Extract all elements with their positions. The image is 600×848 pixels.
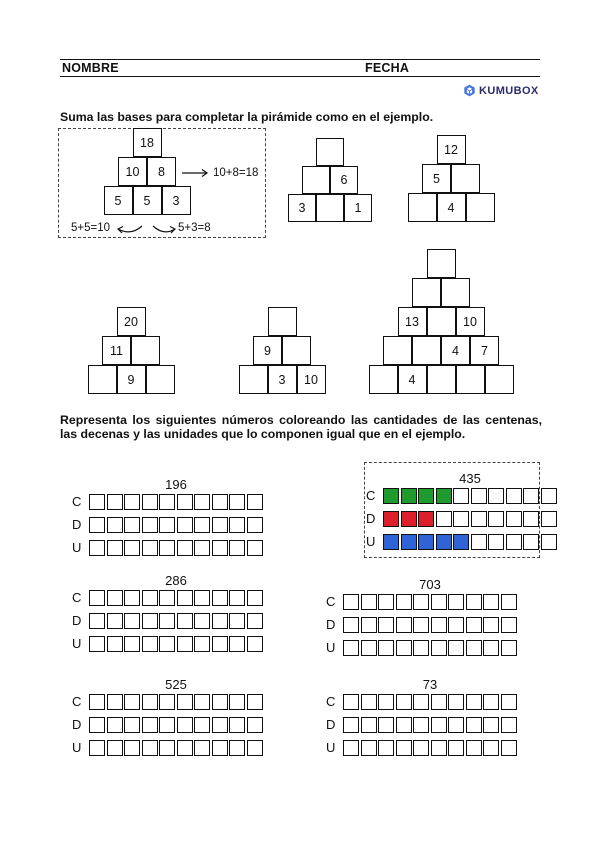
- pyramid-cell: 10: [456, 307, 485, 336]
- grid-cell[interactable]: [378, 717, 394, 733]
- grid-cell: [488, 534, 504, 550]
- grid-cell[interactable]: [247, 517, 263, 533]
- grid-cell[interactable]: [107, 590, 123, 606]
- row-label-hundreds: C: [366, 488, 376, 503]
- grid-cell[interactable]: [448, 640, 464, 656]
- grid-cell[interactable]: [229, 540, 245, 556]
- pyramid-cell[interactable]: [485, 365, 514, 394]
- grid-cell: [506, 511, 522, 527]
- place-value-instruction: Representa los siguientes números coloreando las cantidades de las centenas, las decenas y las unidades que lo componen igual que en el ejemplo.: [60, 413, 542, 441]
- grid-cell[interactable]: [212, 694, 228, 710]
- row-label-hundreds: C: [72, 694, 82, 709]
- row-label-hundreds: C: [72, 590, 82, 605]
- grid-cell[interactable]: [177, 740, 193, 756]
- grid-cell[interactable]: [177, 517, 193, 533]
- pyramid-cell[interactable]: [466, 193, 495, 222]
- grid-cell[interactable]: [413, 717, 429, 733]
- grid-cell[interactable]: [89, 740, 105, 756]
- grid-cell[interactable]: [483, 640, 499, 656]
- grid-cell[interactable]: [229, 717, 245, 733]
- header-bottom-rule: [60, 76, 540, 77]
- grid-cell[interactable]: [177, 694, 193, 710]
- grid-cell[interactable]: [142, 590, 158, 606]
- grid-row: [89, 740, 264, 756]
- grid-cell: [436, 511, 452, 527]
- number-label: 525: [165, 677, 187, 692]
- number-label: 286: [165, 573, 187, 588]
- pyramid-cell: 6: [330, 166, 358, 194]
- grid-cell[interactable]: [124, 636, 140, 652]
- grid-row: [89, 694, 264, 710]
- grid-cell[interactable]: [431, 617, 447, 633]
- pyramid-cell: 9: [253, 336, 282, 365]
- pyramid-cell[interactable]: [451, 164, 480, 193]
- grid-cell: [471, 511, 487, 527]
- pyramid-cell: 9: [117, 365, 146, 394]
- grid-row: [89, 494, 264, 510]
- pyramid-cell[interactable]: [456, 365, 485, 394]
- grid-cell[interactable]: [229, 694, 245, 710]
- grid-cell[interactable]: [378, 594, 394, 610]
- grid-cell[interactable]: [229, 740, 245, 756]
- grid-cell[interactable]: [159, 717, 175, 733]
- grid-cell[interactable]: [124, 540, 140, 556]
- grid-cell[interactable]: [431, 640, 447, 656]
- grid-cell[interactable]: [212, 613, 228, 629]
- example-note-left: 5+5=10: [71, 222, 111, 234]
- grid-cell[interactable]: [483, 594, 499, 610]
- grid-cell[interactable]: [124, 694, 140, 710]
- grid-cell[interactable]: [212, 717, 228, 733]
- example-pyramid-cell: 5: [133, 186, 162, 215]
- grid-row: [89, 636, 264, 652]
- grid-cell[interactable]: [194, 494, 210, 510]
- grid-cell[interactable]: [431, 694, 447, 710]
- grid-cell[interactable]: [361, 717, 377, 733]
- grid-cell[interactable]: [107, 694, 123, 710]
- pyramid-cell[interactable]: [131, 336, 160, 365]
- grid-cell[interactable]: [177, 494, 193, 510]
- grid-cell[interactable]: [212, 636, 228, 652]
- example-note-bottom-right: 5+3=8: [178, 222, 211, 234]
- pyramid-cell[interactable]: [427, 249, 456, 278]
- pyramid-cell[interactable]: [282, 336, 311, 365]
- grid-cell[interactable]: [448, 717, 464, 733]
- grid-cell[interactable]: [247, 494, 263, 510]
- grid-cell[interactable]: [177, 636, 193, 652]
- grid-cell[interactable]: [501, 740, 517, 756]
- grid-cell: [541, 511, 557, 527]
- grid-cell[interactable]: [107, 636, 123, 652]
- pyramid-cell: 3: [288, 194, 316, 222]
- grid-cell[interactable]: [501, 594, 517, 610]
- pyramid-cell[interactable]: [316, 138, 344, 166]
- grid-cell[interactable]: [247, 636, 263, 652]
- grid-cell[interactable]: [483, 717, 499, 733]
- row-label-units: U: [72, 740, 82, 755]
- example-grid-row: [383, 534, 558, 550]
- number-label: 196: [165, 477, 187, 492]
- grid-cell[interactable]: [361, 594, 377, 610]
- grid-row: [89, 590, 264, 606]
- grid-cell[interactable]: [124, 613, 140, 629]
- grid-cell[interactable]: [142, 694, 158, 710]
- grid-cell: [418, 511, 434, 527]
- grid-cell[interactable]: [448, 694, 464, 710]
- example-pyramid-cell: 10: [118, 157, 147, 186]
- row-label-tens: D: [366, 511, 376, 526]
- grid-row: [89, 540, 264, 556]
- pyramid-cell[interactable]: [412, 278, 441, 307]
- grid-cell[interactable]: [159, 494, 175, 510]
- example-grid-row: [383, 488, 558, 504]
- grid-cell[interactable]: [378, 694, 394, 710]
- pyramid-cell[interactable]: [146, 365, 175, 394]
- pyramid-cell: 1: [344, 194, 372, 222]
- grid-cell[interactable]: [361, 694, 377, 710]
- row-label-hundreds: C: [326, 594, 336, 609]
- hexagon-cube-icon: [463, 84, 476, 97]
- grid-cell[interactable]: [229, 494, 245, 510]
- pyramid-cell[interactable]: [268, 307, 297, 336]
- grid-cell[interactable]: [448, 740, 464, 756]
- grid-cell[interactable]: [413, 640, 429, 656]
- grid-cell: [541, 488, 557, 504]
- grid-cell[interactable]: [466, 694, 482, 710]
- grid-cell[interactable]: [194, 636, 210, 652]
- grid-cell[interactable]: [212, 590, 228, 606]
- date-label: FECHA: [365, 61, 410, 75]
- grid-cell: [506, 534, 522, 550]
- grid-cell[interactable]: [89, 590, 105, 606]
- grid-cell[interactable]: [89, 517, 105, 533]
- grid-cell[interactable]: [431, 740, 447, 756]
- grid-cell[interactable]: [229, 517, 245, 533]
- grid-cell[interactable]: [229, 590, 245, 606]
- grid-cell[interactable]: [247, 717, 263, 733]
- grid-cell: [418, 534, 434, 550]
- grid-cell[interactable]: [483, 694, 499, 710]
- grid-row: [89, 717, 264, 733]
- grid-cell[interactable]: [396, 717, 412, 733]
- grid-cell[interactable]: [142, 540, 158, 556]
- pyramid-cell: 13: [398, 307, 427, 336]
- grid-cell[interactable]: [448, 594, 464, 610]
- grid-cell[interactable]: [396, 694, 412, 710]
- example-grid-row: [383, 511, 558, 527]
- grid-cell[interactable]: [448, 617, 464, 633]
- grid-cell: [488, 511, 504, 527]
- grid-cell[interactable]: [247, 613, 263, 629]
- grid-cell[interactable]: [194, 517, 210, 533]
- grid-cell[interactable]: [501, 717, 517, 733]
- pyramid-cell[interactable]: [383, 336, 412, 365]
- grid-cell[interactable]: [177, 613, 193, 629]
- number-label: 703: [419, 577, 441, 592]
- grid-cell[interactable]: [396, 740, 412, 756]
- grid-cell[interactable]: [501, 694, 517, 710]
- grid-cell[interactable]: [378, 740, 394, 756]
- grid-cell[interactable]: [361, 640, 377, 656]
- grid-cell[interactable]: [212, 517, 228, 533]
- grid-cell[interactable]: [124, 517, 140, 533]
- grid-cell[interactable]: [107, 540, 123, 556]
- row-label-hundreds: C: [326, 694, 336, 709]
- grid-cell[interactable]: [378, 617, 394, 633]
- grid-cell[interactable]: [159, 540, 175, 556]
- grid-cell[interactable]: [343, 640, 359, 656]
- grid-cell[interactable]: [501, 617, 517, 633]
- grid-cell[interactable]: [466, 740, 482, 756]
- grid-cell[interactable]: [89, 717, 105, 733]
- grid-cell: [523, 511, 539, 527]
- grid-row: [89, 517, 264, 533]
- grid-cell[interactable]: [89, 694, 105, 710]
- grid-cell[interactable]: [107, 740, 123, 756]
- row-label-units: U: [326, 740, 336, 755]
- grid-cell: [488, 488, 504, 504]
- grid-cell: [506, 488, 522, 504]
- grid-cell[interactable]: [159, 590, 175, 606]
- grid-cell[interactable]: [229, 636, 245, 652]
- grid-cell[interactable]: [343, 617, 359, 633]
- grid-row: [343, 594, 518, 610]
- grid-cell: [471, 488, 487, 504]
- grid-cell: [471, 534, 487, 550]
- grid-cell[interactable]: [159, 517, 175, 533]
- pyramid-cell[interactable]: [441, 278, 470, 307]
- example-pyramid-cell: 8: [147, 157, 176, 186]
- grid-cell[interactable]: [466, 617, 482, 633]
- grid-cell: [453, 511, 469, 527]
- pyramid-cell[interactable]: [88, 365, 117, 394]
- pyramid-cell[interactable]: [316, 194, 344, 222]
- grid-cell[interactable]: [343, 594, 359, 610]
- grid-cell[interactable]: [177, 590, 193, 606]
- number-label: 73: [422, 677, 438, 692]
- grid-cell[interactable]: [431, 594, 447, 610]
- grid-cell[interactable]: [107, 717, 123, 733]
- pyramid-cell: 12: [437, 135, 466, 164]
- row-label-tens: D: [326, 717, 336, 732]
- grid-cell[interactable]: [413, 617, 429, 633]
- example-pyramid-cell: 18: [133, 128, 162, 157]
- grid-cell[interactable]: [194, 740, 210, 756]
- grid-row: [343, 640, 518, 656]
- pyramid-cell[interactable]: [369, 365, 398, 394]
- grid-cell[interactable]: [107, 613, 123, 629]
- grid-cell[interactable]: [177, 540, 193, 556]
- grid-cell[interactable]: [89, 494, 105, 510]
- grid-cell[interactable]: [124, 740, 140, 756]
- grid-cell[interactable]: [142, 517, 158, 533]
- grid-cell[interactable]: [142, 740, 158, 756]
- grid-cell: [418, 488, 434, 504]
- grid-cell[interactable]: [159, 613, 175, 629]
- grid-cell[interactable]: [247, 540, 263, 556]
- grid-cell[interactable]: [142, 494, 158, 510]
- grid-cell[interactable]: [124, 717, 140, 733]
- grid-cell[interactable]: [413, 694, 429, 710]
- grid-cell[interactable]: [229, 613, 245, 629]
- grid-cell[interactable]: [343, 717, 359, 733]
- pyramid-cell: 4: [398, 365, 427, 394]
- grid-cell: [383, 511, 399, 527]
- grid-cell[interactable]: [396, 594, 412, 610]
- grid-cell: [383, 534, 399, 550]
- grid-cell[interactable]: [483, 617, 499, 633]
- grid-cell[interactable]: [142, 636, 158, 652]
- grid-cell[interactable]: [396, 640, 412, 656]
- grid-cell[interactable]: [361, 740, 377, 756]
- grid-cell[interactable]: [194, 717, 210, 733]
- kumubox-logo: [463, 84, 539, 97]
- row-label-tens: D: [326, 617, 336, 632]
- pyramid-cell: 4: [437, 193, 466, 222]
- example-number-label: 435: [459, 471, 481, 486]
- grid-cell[interactable]: [396, 617, 412, 633]
- grid-cell[interactable]: [378, 640, 394, 656]
- logo-text: KUMUBOX: [479, 84, 539, 97]
- pyramid-cell: 7: [470, 336, 499, 365]
- header-top-rule: [60, 59, 540, 60]
- grid-cell[interactable]: [361, 617, 377, 633]
- grid-cell: [453, 488, 469, 504]
- pyramid-cell[interactable]: [239, 365, 268, 394]
- grid-cell: [401, 488, 417, 504]
- grid-row: [343, 694, 518, 710]
- grid-cell[interactable]: [107, 517, 123, 533]
- grid-cell[interactable]: [343, 740, 359, 756]
- row-label-units: U: [72, 540, 82, 555]
- grid-cell[interactable]: [466, 594, 482, 610]
- grid-cell: [383, 488, 399, 504]
- grid-cell: [541, 534, 557, 550]
- row-label-tens: D: [72, 717, 82, 732]
- grid-cell[interactable]: [466, 717, 482, 733]
- pyramid-cell[interactable]: [427, 307, 456, 336]
- grid-row: [343, 717, 518, 733]
- grid-cell: [453, 534, 469, 550]
- grid-cell[interactable]: [159, 694, 175, 710]
- row-label-units: U: [326, 640, 336, 655]
- grid-row: [343, 740, 518, 756]
- grid-row: [89, 613, 264, 629]
- grid-cell: [401, 511, 417, 527]
- grid-cell[interactable]: [247, 740, 263, 756]
- row-label-units: U: [366, 534, 376, 549]
- grid-cell[interactable]: [194, 590, 210, 606]
- grid-cell[interactable]: [212, 494, 228, 510]
- example-note-right: 10+8=18: [213, 167, 259, 179]
- grid-cell: [523, 534, 539, 550]
- grid-row: [343, 617, 518, 633]
- pyramid-instruction: Suma las bases para completar la pirámide como en el ejemplo.: [60, 110, 434, 124]
- grid-cell[interactable]: [431, 717, 447, 733]
- example-pyramid-cell: 5: [104, 186, 133, 215]
- grid-cell[interactable]: [466, 640, 482, 656]
- grid-cell: [401, 534, 417, 550]
- grid-cell[interactable]: [89, 636, 105, 652]
- grid-cell: [436, 488, 452, 504]
- pyramid-cell[interactable]: [412, 336, 441, 365]
- grid-cell[interactable]: [483, 740, 499, 756]
- grid-cell[interactable]: [343, 694, 359, 710]
- pyramid-cell: 11: [102, 336, 131, 365]
- grid-cell[interactable]: [194, 694, 210, 710]
- grid-cell[interactable]: [142, 717, 158, 733]
- pyramid-cell: 20: [117, 307, 146, 336]
- grid-cell[interactable]: [89, 540, 105, 556]
- grid-cell[interactable]: [413, 594, 429, 610]
- pyramid-cell[interactable]: [408, 193, 437, 222]
- grid-cell[interactable]: [413, 740, 429, 756]
- pyramid-cell: 5: [422, 164, 451, 193]
- grid-cell[interactable]: [177, 717, 193, 733]
- grid-cell[interactable]: [89, 613, 105, 629]
- grid-cell[interactable]: [142, 613, 158, 629]
- pyramid-cell[interactable]: [427, 365, 456, 394]
- grid-cell[interactable]: [247, 590, 263, 606]
- row-label-tens: D: [72, 613, 82, 628]
- grid-cell[interactable]: [124, 494, 140, 510]
- grid-cell: [523, 488, 539, 504]
- example-pyramid-cell: 3: [162, 186, 191, 215]
- pyramid-cell[interactable]: [302, 166, 330, 194]
- pyramid-cell: 3: [268, 365, 297, 394]
- grid-cell[interactable]: [212, 540, 228, 556]
- grid-cell[interactable]: [247, 694, 263, 710]
- row-label-tens: D: [72, 517, 82, 532]
- pyramid-cell: 4: [441, 336, 470, 365]
- row-label-units: U: [72, 636, 82, 651]
- grid-cell[interactable]: [501, 640, 517, 656]
- grid-cell[interactable]: [212, 740, 228, 756]
- row-label-hundreds: C: [72, 494, 82, 509]
- grid-cell[interactable]: [159, 740, 175, 756]
- name-label: NOMBRE: [62, 61, 119, 75]
- grid-cell[interactable]: [159, 636, 175, 652]
- grid-cell: [436, 534, 452, 550]
- grid-cell[interactable]: [194, 613, 210, 629]
- grid-cell[interactable]: [107, 494, 123, 510]
- grid-cell[interactable]: [194, 540, 210, 556]
- grid-cell[interactable]: [124, 590, 140, 606]
- pyramid-cell: 10: [297, 365, 326, 394]
